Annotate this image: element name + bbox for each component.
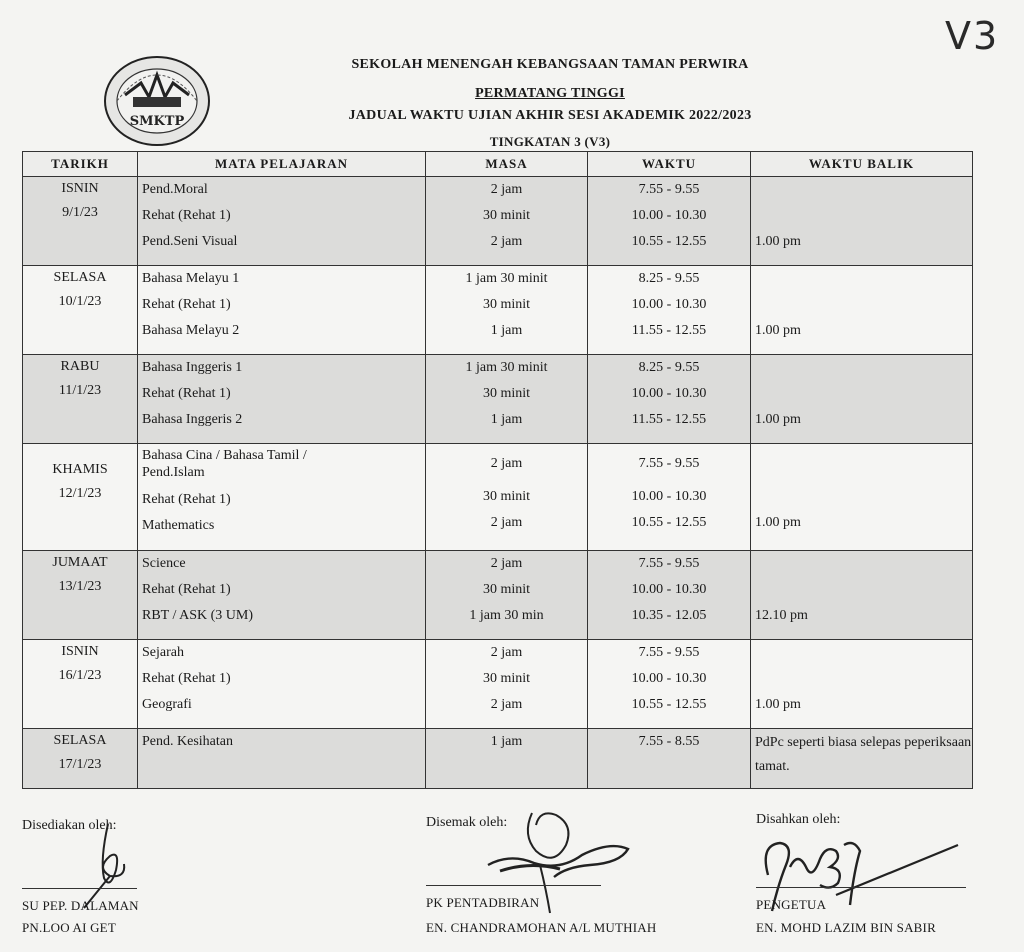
duration: 30 minit (482, 582, 531, 597)
time: 7.55 - 9.55 (638, 456, 700, 471)
subject: Science (142, 556, 186, 571)
time: 10.00 - 10.30 (631, 671, 707, 686)
time: 10.00 - 10.30 (631, 297, 707, 312)
time: 7.55 - 9.55 (638, 556, 700, 571)
time: 10.35 - 12.05 (631, 608, 707, 623)
timetable (22, 151, 973, 789)
duration: 2 jam (490, 697, 523, 712)
day-name: ISNIN (61, 181, 99, 196)
school-logo (103, 55, 211, 147)
subject: Pend.Seni Visual (142, 234, 238, 249)
subject: Bahasa Inggeris 1 (142, 360, 243, 375)
time: 10.00 - 10.30 (631, 489, 707, 504)
duration: 1 jam (490, 323, 523, 338)
document-title: JADUAL WAKTU UJIAN AKHIR SESI AKADEMIK 2022/2023 (348, 108, 752, 123)
logo-text: SMKTP (129, 114, 185, 129)
col-time: WAKTU (588, 152, 751, 177)
day-date: 10/1/23 (58, 294, 102, 309)
duration: 2 jam (490, 515, 523, 530)
table-row (23, 355, 973, 444)
prepared-signature (70, 820, 150, 910)
prepared-by-name: PN.LOO AI GET (22, 920, 116, 935)
duration: 1 jam 30 minit (465, 360, 548, 375)
duration: 2 jam (490, 182, 523, 197)
subject: Rehat (Rehat 1) (142, 492, 231, 507)
time: 10.55 - 12.55 (631, 515, 707, 530)
time: 10.00 - 10.30 (631, 386, 707, 401)
return-time: 1.00 pm (755, 323, 801, 338)
duration: 30 minit (482, 208, 531, 223)
duration: 30 minit (482, 386, 531, 401)
duration: 1 jam (490, 734, 523, 749)
return-time: 1.00 pm (755, 515, 801, 530)
checked-by-label: Disemak oleh: (426, 815, 508, 830)
time: 8.25 - 9.55 (638, 271, 700, 286)
time: 11.55 - 12.55 (631, 412, 707, 427)
day-name: SELASA (53, 270, 107, 285)
day-date: 12/1/23 (58, 486, 102, 501)
day-date: 13/1/23 (58, 579, 102, 594)
subject: Pend. Kesihatan (142, 734, 233, 749)
return-time: 1.00 pm (755, 697, 801, 712)
duration: 2 jam (490, 234, 523, 249)
subject: Rehat (Rehat 1) (142, 208, 231, 223)
return-time: 1.00 pm (755, 412, 801, 427)
duration: 2 jam (490, 645, 523, 660)
approved-signature-line (756, 887, 966, 888)
subject: Pend.Moral (142, 182, 208, 197)
subject: Geografi (142, 697, 192, 712)
day-date: 9/1/23 (62, 205, 98, 220)
subject: Bahasa Inggeris 2 (142, 412, 243, 427)
duration: 2 jam (490, 456, 523, 471)
time: 10.00 - 10.30 (631, 582, 707, 597)
day-date: 11/1/23 (58, 383, 102, 398)
subject: Sejarah (142, 645, 184, 660)
day-date: 17/1/23 (58, 757, 102, 772)
subject: Rehat (Rehat 1) (142, 671, 231, 686)
duration: 2 jam (490, 556, 523, 571)
version-mark: V3 (945, 14, 1000, 58)
prepared-by-label: Disediakan oleh: (22, 818, 117, 833)
time: 10.55 - 12.55 (631, 234, 707, 249)
day-name: JUMAAT (52, 555, 108, 570)
col-return: WAKTU BALIK (751, 152, 973, 177)
time: 7.55 - 9.55 (638, 645, 700, 660)
subject: Bahasa Melayu 2 (142, 323, 240, 338)
subject: Rehat (Rehat 1) (142, 386, 231, 401)
prepared-signature-line (22, 888, 137, 889)
table-header-row (23, 152, 973, 177)
return-time: 12.10 pm (755, 608, 808, 623)
prepared-by-title: SU PEP. DALAMAN (22, 898, 139, 913)
col-duration: MASA (426, 152, 588, 177)
duration: 1 jam (490, 412, 523, 427)
time: 10.55 - 12.55 (631, 697, 707, 712)
col-subject: MATA PELAJARAN (138, 152, 426, 177)
day-date: 16/1/23 (58, 668, 102, 683)
approved-by-name: EN. MOHD LAZIM BIN SABIR (756, 920, 936, 935)
checked-signature-line (426, 885, 601, 886)
subject: Bahasa Cina / Bahasa Tamil / Pend.Islam (142, 448, 307, 480)
return-note: PdPc seperti biasa selepas peperiksaan tamat. (755, 735, 972, 774)
checked-by-name: EN. CHANDRAMOHAN A/L MUTHIAH (426, 920, 657, 935)
subject: Mathematics (142, 518, 215, 533)
day-name: SELASA (53, 733, 107, 748)
return-time: 1.00 pm (755, 234, 801, 249)
duration: 30 minit (482, 671, 531, 686)
time: 7.55 - 9.55 (638, 182, 700, 197)
table-row (23, 266, 973, 355)
approved-by-title: PENGETUA (756, 897, 827, 912)
subject: Rehat (Rehat 1) (142, 582, 231, 597)
time: 8.25 - 9.55 (638, 360, 700, 375)
table-row (23, 729, 973, 789)
day-name: KHAMIS (52, 462, 108, 477)
col-date: TARIKH (23, 152, 138, 177)
checked-by-title: PK PENTADBIRAN (426, 895, 540, 910)
approved-by-label: Disahkan oleh: (756, 812, 841, 827)
subject: RBT / ASK (3 UM) (142, 608, 253, 623)
subject: Bahasa Melayu 1 (142, 271, 240, 286)
time: 10.00 - 10.30 (631, 208, 707, 223)
table-row (23, 177, 973, 266)
school-location: PERMATANG TINGGI (475, 86, 625, 101)
duration: 30 minit (482, 489, 531, 504)
time: 7.55 - 8.55 (638, 734, 700, 749)
duration: 1 jam 30 min (469, 608, 544, 623)
day-name: ISNIN (61, 644, 99, 659)
subject: Rehat (Rehat 1) (142, 297, 231, 312)
table-row (23, 551, 973, 640)
day-name: RABU (60, 359, 100, 374)
school-name: SEKOLAH MENENGAH KEBANGSAAN TAMAN PERWIRA (351, 57, 749, 72)
duration: 1 jam 30 minit (465, 271, 548, 286)
table-row (23, 444, 973, 551)
time: 11.55 - 12.55 (631, 323, 707, 338)
form-label: TINGKATAN 3 (V3) (489, 134, 611, 149)
table-row (23, 640, 973, 729)
duration: 30 minit (482, 297, 531, 312)
